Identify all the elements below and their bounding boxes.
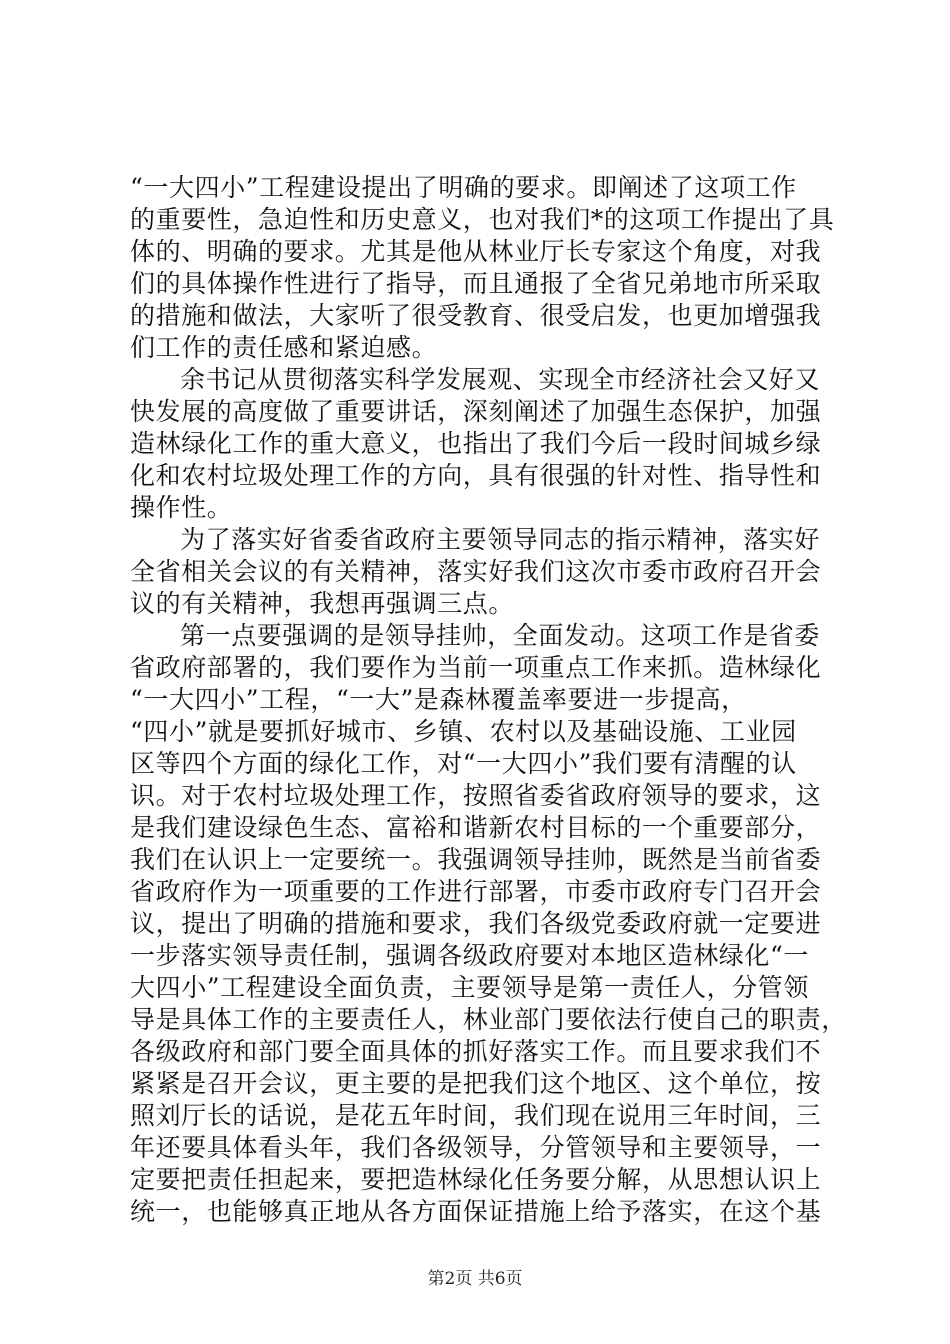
page-number-footer: 第2页 共6页	[427, 1269, 523, 1289]
paragraph-start-line: 余书记从贯彻落实科学发展观、实现全市经济社会又好又	[180, 365, 821, 394]
text-line: 体的、明确的要求。尤其是他从林业厅长专家这个角度，对我	[130, 237, 822, 266]
text-line: 识。对于农村垃圾处理工作，按照省委省政府领导的要求，这	[130, 781, 822, 810]
text-line: 的重要性，急迫性和历史意义，也对我们*的这项工作提出了具	[130, 205, 835, 234]
text-line: 年还要具体看头年，我们各级领导，分管领导和主要领导，一	[130, 1133, 822, 1162]
text-line: 省政府作为一项重要的工作进行部署，市委市政府专门召开会	[130, 877, 822, 906]
text-line: 造林绿化工作的重大意义，也指出了我们今后一段时间城乡绿	[130, 429, 822, 458]
text-line: 议，提出了明确的措施和要求，我们各级党委政府就一定要进	[130, 909, 822, 938]
text-line: 操作性。	[130, 493, 233, 522]
paragraph-start-line: 第一点要强调的是领导挂帅，全面发动。这项工作是省委	[180, 621, 821, 650]
text-line: 统一，也能够真正地从各方面保证措施上给予落实，在这个基	[130, 1197, 822, 1226]
text-line: 是我们建设绿色生态、富裕和谐新农村目标的一个重要部分，	[130, 813, 822, 842]
text-line: 化和农村垃圾处理工作的方向，具有很强的针对性、指导性和	[130, 461, 822, 490]
text-line: “四小”就是要抓好城市、乡镇、农村以及基础设施、工业园	[130, 717, 797, 746]
text-line: “一大四小”工程建设提出了明确的要求。即阐述了这项工作	[130, 173, 797, 202]
text-line: 全省相关会议的有关精神，落实好我们这次市委市政府召开会	[130, 557, 822, 586]
text-line: 照刘厅长的话说，是花五年时间，我们现在说用三年时间，三	[130, 1101, 822, 1130]
text-line: 快发展的高度做了重要讲话，深刻阐述了加强生态保护，加强	[130, 397, 822, 426]
document-body	[130, 172, 847, 1228]
text-line: 省政府部署的，我们要作为当前一项重点工作来抓。造林绿化	[130, 653, 822, 682]
text-line: “一大四小”工程，“一大”是森林覆盖率要进一步提高，	[130, 685, 747, 714]
text-line: 议的有关精神，我想再强调三点。	[130, 589, 515, 618]
text-line: 紧紧是召开会议，更主要的是把我们这个地区、这个单位，按	[130, 1069, 822, 1098]
text-line: 们工作的责任感和紧迫感。	[130, 333, 438, 362]
text-line: 一步落实领导责任制，强调各级政府要对本地区造林绿化“一	[130, 941, 809, 970]
text-line: 各级政府和部门要全面具体的抓好落实工作。而且要求我们不	[130, 1037, 822, 1066]
paragraph-start-line: 为了落实好省委省政府主要领导同志的指示精神，落实好	[180, 525, 821, 554]
text-line: 区等四个方面的绿化工作，对“一大四小”我们要有清醒的认	[130, 749, 797, 778]
text-line: 们的具体操作性进行了指导，而且通报了全省兄弟地市所采取	[130, 269, 822, 298]
text-line: 导是具体工作的主要责任人，林业部门要依法行使自己的职责，	[130, 1005, 847, 1034]
text-line: 定要把责任担起来，要把造林绿化任务要分解，从思想认识上	[130, 1165, 822, 1194]
text-line: 我们在认识上一定要统一。我强调领导挂帅，既然是当前省委	[130, 845, 822, 874]
text-line: 大四小”工程建设全面负责，主要领导是第一责任人，分管领	[130, 973, 809, 1002]
text-line: 的措施和做法，大家听了很受教育、很受启发，也更加增强我	[130, 301, 822, 330]
